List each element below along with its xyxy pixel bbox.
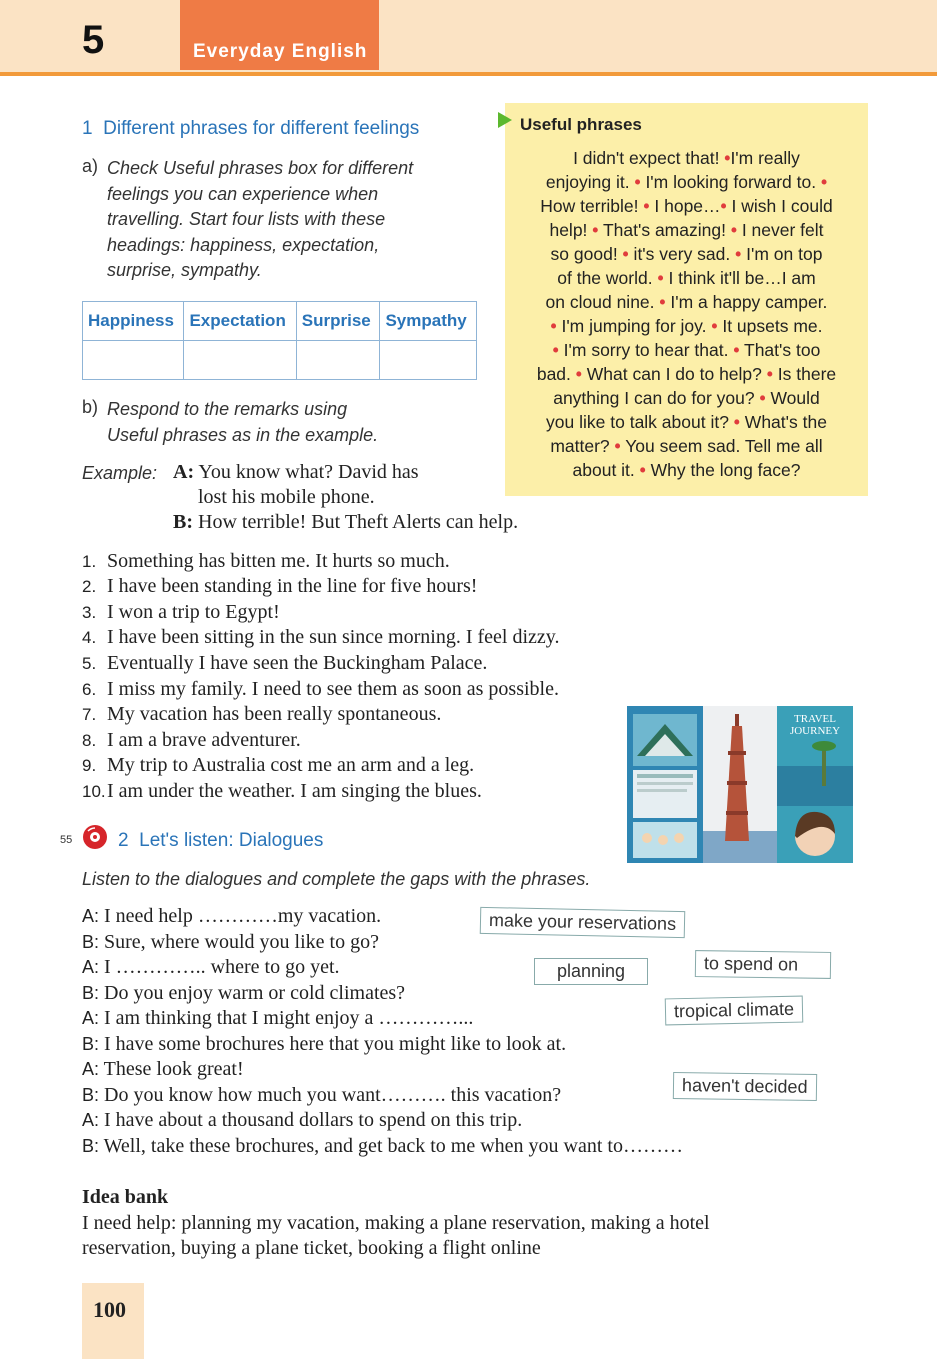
bullet-icon: • bbox=[733, 340, 740, 360]
bullet-icon: • bbox=[657, 268, 664, 288]
list-item bbox=[82, 626, 559, 649]
bullet-icon: • bbox=[592, 220, 599, 240]
instruction-line: headings: happiness, expectation, bbox=[107, 234, 380, 255]
table-row bbox=[83, 341, 477, 380]
unit-number: 5 bbox=[82, 18, 105, 62]
useful-phrase-line bbox=[505, 388, 868, 409]
list-item bbox=[82, 729, 301, 752]
header-rule bbox=[0, 72, 937, 76]
phrase-box-planning[interactable]: planning bbox=[534, 958, 648, 985]
useful-phrase-line bbox=[505, 196, 868, 217]
task2-title: Let's listen: Dialogues bbox=[139, 830, 324, 851]
task1b-instructions bbox=[107, 397, 378, 448]
list-item bbox=[82, 678, 559, 701]
list-item bbox=[82, 550, 450, 573]
bullet-icon: • bbox=[552, 340, 559, 360]
phrase-box-decided[interactable]: haven't decided bbox=[673, 1072, 817, 1101]
task1a-label: a) bbox=[82, 156, 99, 176]
phrase-text: What's the bbox=[739, 412, 827, 432]
item-number: 3. bbox=[82, 603, 97, 622]
useful-phrase-line bbox=[505, 220, 868, 241]
phrase-text: enjoying it. bbox=[545, 172, 635, 192]
table-cell-surprise[interactable] bbox=[296, 341, 380, 380]
item-text: Something has bitten me. It hurts so much. bbox=[107, 550, 450, 572]
track-number: 55 bbox=[60, 834, 73, 846]
phrase-text: Why the long face? bbox=[645, 460, 801, 480]
task2-heading bbox=[118, 830, 323, 852]
useful-phrase-line bbox=[505, 244, 868, 265]
bullet-icon: • bbox=[733, 412, 740, 432]
phrase-text: How terrible! bbox=[540, 196, 644, 216]
task1-title: Different phrases for different feelings bbox=[103, 118, 420, 139]
item-number: 10. bbox=[82, 782, 106, 801]
table-cell-happiness[interactable] bbox=[83, 341, 184, 380]
speaker-label: B: bbox=[82, 1033, 100, 1054]
phrase-text: I'm looking forward to. bbox=[640, 172, 821, 192]
speaker-label: A: bbox=[82, 1110, 100, 1130]
audio-cd-icon[interactable] bbox=[82, 824, 108, 855]
useful-phrase-line bbox=[505, 148, 868, 169]
item-number: 8. bbox=[82, 731, 97, 750]
item-number: 4. bbox=[82, 628, 97, 647]
useful-phrase-line bbox=[505, 292, 868, 313]
phrase-text: I hope… bbox=[649, 196, 721, 216]
item-number: 5. bbox=[82, 654, 97, 673]
phrase-text: That's too bbox=[739, 340, 821, 360]
task2-number: 2 bbox=[118, 830, 129, 851]
phrase-text: It upsets me. bbox=[717, 316, 823, 336]
bullet-icon: • bbox=[720, 196, 727, 216]
item-text: I won a trip to Egypt! bbox=[107, 601, 280, 623]
dialogue-line bbox=[82, 931, 379, 954]
brochure-illustration bbox=[627, 706, 853, 863]
header-band bbox=[0, 0, 937, 72]
feelings-table bbox=[82, 301, 477, 380]
phrase-text: anything I can do for you? bbox=[553, 388, 760, 408]
table-cell-sympathy[interactable] bbox=[380, 341, 477, 380]
item-number: 1. bbox=[82, 552, 97, 571]
example-a-line1: You know what? David has bbox=[198, 461, 419, 483]
phrase-box-reservations[interactable]: make your reservations bbox=[480, 907, 686, 938]
cd-disc bbox=[82, 824, 108, 850]
example-b bbox=[173, 511, 518, 534]
item-text: My vacation has been really spontaneous. bbox=[107, 703, 442, 725]
task2-instruction: Listen to the dialogues and complete the gaps with the phrases. bbox=[82, 869, 591, 889]
idea-bank-line2: reservation, buying a plane ticket, booking a flight online bbox=[82, 1237, 541, 1259]
header-sympathy: Sympathy bbox=[380, 302, 477, 341]
dialogue-line bbox=[82, 1058, 244, 1081]
dialogue-line bbox=[82, 956, 340, 979]
item-number: 6. bbox=[82, 680, 97, 699]
phrase-text: You seem sad. Tell me all bbox=[620, 436, 823, 456]
idea-bank-title: Idea bank bbox=[82, 1186, 169, 1208]
phrase-text: matter? bbox=[550, 436, 615, 456]
phrase-text: help! bbox=[549, 220, 593, 240]
list-item bbox=[82, 703, 441, 726]
item-number: 2. bbox=[82, 577, 97, 596]
item-text: My trip to Australia cost me an arm and a leg. bbox=[107, 754, 475, 776]
bullet-icon: • bbox=[643, 196, 650, 216]
travel-brochure-image bbox=[627, 706, 853, 863]
phrase-text: about it. bbox=[572, 460, 640, 480]
bullet-icon: • bbox=[550, 316, 557, 336]
useful-phrases-title: Useful phrases bbox=[520, 115, 642, 134]
list-item bbox=[82, 575, 477, 598]
example-a-line2: lost his mobile phone. bbox=[198, 486, 375, 508]
bullet-icon: • bbox=[724, 148, 731, 168]
instruction-line: surprise, sympathy. bbox=[107, 260, 262, 280]
speaker-label: B: bbox=[82, 931, 100, 952]
bullet-icon: • bbox=[614, 436, 621, 456]
item-text: I am under the weather. I am singing the blues. bbox=[107, 780, 482, 802]
bullet-icon: • bbox=[735, 244, 742, 264]
phrase-text: on cloud nine. bbox=[545, 292, 660, 312]
brochure-caption-2: JOURNEY bbox=[789, 725, 841, 737]
instruction-line: Respond to the remarks using bbox=[107, 399, 348, 419]
list-item bbox=[82, 780, 482, 803]
phrase-text: I think it'll be…I am bbox=[663, 268, 816, 288]
item-text: Eventually I have seen the Buckingham Palace. bbox=[107, 652, 488, 674]
dialogue-line bbox=[82, 1135, 683, 1158]
idea-bank-line1: I need help: planning my vacation, making a plane reservation, making a hotel bbox=[82, 1212, 710, 1234]
bullet-icon: • bbox=[766, 364, 773, 384]
instruction-line: Check Useful phrases box for different bbox=[107, 158, 414, 178]
dialogue-line bbox=[82, 1109, 522, 1132]
bullet-icon: • bbox=[575, 364, 582, 384]
table-cell-expectation[interactable] bbox=[184, 341, 296, 380]
header-happiness: Happiness bbox=[83, 302, 184, 341]
phrase-text: I'm on top bbox=[741, 244, 823, 264]
item-number: 7. bbox=[82, 705, 97, 724]
item-text: I have been standing in the line for five hours! bbox=[107, 575, 478, 597]
bullet-icon: • bbox=[622, 244, 629, 264]
phrase-text: I didn't expect that! bbox=[573, 148, 725, 168]
phrase-text: Is there bbox=[772, 364, 837, 384]
page-number: 100 bbox=[93, 1297, 126, 1322]
useful-phrase-line bbox=[505, 172, 868, 193]
phrase-text: I'm really bbox=[730, 148, 800, 168]
phrase-text: it's very sad. bbox=[628, 244, 736, 264]
dialogue-text: I have some brochures here that you might like to look at. bbox=[104, 1032, 567, 1055]
item-text: I am a brave adventurer. bbox=[107, 729, 301, 751]
item-text: I miss my family. I need to see them as soon as possible. bbox=[107, 678, 559, 700]
phrase-box-tropical[interactable]: tropical climate bbox=[665, 996, 804, 1026]
speaker-label: A: bbox=[82, 906, 100, 926]
bullet-icon: • bbox=[634, 172, 641, 192]
useful-phrase-line bbox=[505, 316, 868, 337]
item-number: 9. bbox=[82, 756, 97, 775]
speaker-label: B: bbox=[82, 1084, 100, 1105]
bullet-icon: • bbox=[639, 460, 646, 480]
header-surprise: Surprise bbox=[296, 302, 380, 341]
example-label: Example: bbox=[82, 463, 158, 483]
speaker-label: A: bbox=[82, 1059, 100, 1079]
instruction-line: travelling. Start four lists with these bbox=[107, 209, 386, 229]
phrase-text: I'm sorry to hear that. bbox=[558, 340, 734, 360]
dialogue-text: Well, take these brochures, and get back to me when you want to……… bbox=[103, 1134, 683, 1157]
bullet-icon: • bbox=[711, 316, 718, 336]
dialogue-text: I need help …………my vacation. bbox=[104, 905, 382, 927]
phrase-text: of the world. bbox=[557, 268, 658, 288]
section-title: Everyday English bbox=[193, 41, 368, 62]
useful-phrase-line bbox=[505, 364, 868, 385]
list-item bbox=[82, 652, 487, 675]
phrase-text: I never felt bbox=[736, 220, 824, 240]
table-header-row bbox=[83, 302, 477, 341]
dialogue-text: I am thinking that I might enjoy a …………... bbox=[104, 1007, 474, 1029]
speaker-label: A: bbox=[173, 461, 195, 483]
useful-phrase-line bbox=[505, 436, 868, 457]
phrase-box-spend[interactable]: to spend on bbox=[695, 950, 831, 979]
phrase-text: you like to talk about it? bbox=[546, 412, 734, 432]
speaker-label: B: bbox=[82, 1135, 100, 1156]
useful-phrase-line bbox=[505, 268, 868, 289]
dialogue-text: Sure, where would you like to go? bbox=[104, 930, 379, 953]
task1b-label: b) bbox=[82, 397, 99, 417]
bullet-icon: • bbox=[659, 292, 666, 312]
dialogue-text: Do you enjoy warm or cold climates? bbox=[104, 981, 406, 1004]
speaker-label: B: bbox=[173, 511, 193, 533]
phrase-text: I'm a happy camper. bbox=[665, 292, 828, 312]
useful-phrase-line bbox=[505, 412, 868, 433]
phrase-text: Would bbox=[765, 388, 820, 408]
dialogue-line bbox=[82, 1033, 566, 1056]
bullet-icon: • bbox=[820, 172, 828, 192]
bullet-icon: • bbox=[730, 220, 737, 240]
speaker-label: A: bbox=[82, 957, 100, 977]
list-item bbox=[82, 601, 280, 624]
phrase-text: bad. bbox=[536, 364, 576, 384]
brochure-caption-1: TRAVEL bbox=[794, 713, 836, 725]
speaker-label: A: bbox=[82, 1008, 100, 1028]
phrase-text: What can I do to help? bbox=[581, 364, 767, 384]
dialogue-text: I ………….. where to go yet. bbox=[104, 956, 340, 978]
dialogue-text: These look great! bbox=[103, 1058, 244, 1080]
dialogue-text: Do you know how much you want………. this vacation? bbox=[104, 1083, 562, 1106]
dialogue-line bbox=[82, 982, 405, 1005]
phrase-text: I wish I could bbox=[726, 196, 833, 216]
useful-phrase-line bbox=[505, 340, 868, 361]
bullet-icon: • bbox=[759, 388, 766, 408]
phrase-text: so good! bbox=[550, 244, 623, 264]
header-expectation: Expectation bbox=[184, 302, 296, 341]
dialogue-line bbox=[82, 1007, 473, 1030]
useful-phrase-line bbox=[505, 460, 868, 481]
example-a bbox=[173, 461, 419, 484]
speaker-label: B: bbox=[82, 982, 100, 1003]
phrase-text: That's amazing! bbox=[598, 220, 731, 240]
dialogue-text: I have about a thousand dollars to spend on this trip. bbox=[104, 1109, 523, 1131]
dialogue-line bbox=[82, 905, 381, 928]
example-b-line: How terrible! But Theft Alerts can help. bbox=[198, 511, 519, 533]
item-text: I have been sitting in the sun since morning. I feel dizzy. bbox=[107, 626, 560, 648]
instruction-line: feelings you can experience when bbox=[107, 183, 379, 204]
task1-number: 1 bbox=[82, 118, 93, 139]
instruction-line: Useful phrases as in the example. bbox=[107, 424, 379, 445]
dialogue-line bbox=[82, 1084, 561, 1107]
list-item bbox=[82, 754, 474, 777]
phrase-text: I'm jumping for joy. bbox=[556, 316, 712, 336]
task1a-instructions bbox=[107, 156, 413, 284]
play-triangle-icon bbox=[498, 112, 512, 128]
task1-heading bbox=[82, 118, 419, 140]
